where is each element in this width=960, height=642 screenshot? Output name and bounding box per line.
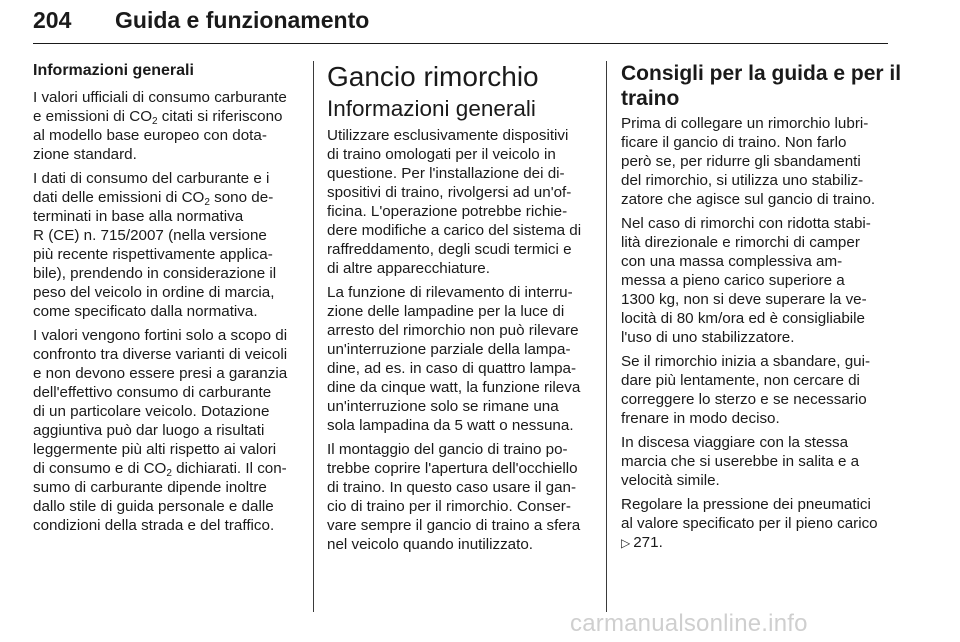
column-3 xyxy=(621,61,902,558)
text-line: ficina. L'operazione potrebbe richie- xyxy=(327,203,568,220)
text-line: Nel caso di rimorchi con ridotta stabi- xyxy=(621,215,871,232)
text-line: zione delle lampadine per la luce di xyxy=(327,303,565,320)
text-line: questione. Per l'installazione dei di- xyxy=(327,165,565,182)
text-line: lità direzionale e rimorchi di camper xyxy=(621,234,860,251)
page-number: 204 xyxy=(33,7,72,33)
column-2 xyxy=(327,61,595,559)
subtitle-general-info: Informazioni generali xyxy=(327,96,536,121)
paragraph xyxy=(327,283,595,435)
text-line: l'uso di uno stabilizzatore. xyxy=(621,329,795,346)
text-line: raffreddamento, degli scudi termici e xyxy=(327,241,572,258)
text-line: frenare in modo deciso. xyxy=(621,410,780,427)
text-line: terminati in base alla normativa xyxy=(33,208,244,225)
text-line: traino xyxy=(621,87,680,110)
text-line: come specificato dalla normativa. xyxy=(33,303,258,320)
text-line: 1300 kg, non si deve superare la ve- xyxy=(621,291,867,308)
title-driving-tips xyxy=(621,61,902,111)
paragraph xyxy=(621,352,889,428)
text-line: di un particolare veicolo. Dotazione xyxy=(33,403,270,420)
text-line: dere modifiche a carico del sistema di xyxy=(327,222,582,239)
text-line: con una massa complessiva am- xyxy=(621,253,843,270)
paragraph-lines xyxy=(621,495,889,533)
text-line: nel veicolo quando inutilizzato. xyxy=(327,536,534,553)
text-line: Il montaggio del gancio di traino po- xyxy=(327,441,568,458)
text-line: dine da cinque watt, la funzione rileva xyxy=(327,379,581,396)
text-line: vare sempre il gancio di traino a sfera xyxy=(327,517,581,534)
text-line: I dati di consumo del carburante e i xyxy=(33,170,270,187)
text-line: di altre apparecchiature. xyxy=(327,260,490,277)
text-line: dati delle emissioni di $CO_2$ sono de- xyxy=(33,189,274,208)
paragraph xyxy=(33,169,301,321)
text-line: aggiuntiva può dar luogo a risultati xyxy=(33,422,265,439)
column-1 xyxy=(33,61,301,540)
heading-general-info: Informazioni generali xyxy=(33,62,194,79)
text-line: La funzione di rilevamento di interru- xyxy=(327,284,573,301)
text-line: e non devono essere presi a garanzia xyxy=(33,365,288,382)
paragraph xyxy=(33,88,301,164)
text-line: trebbe coprire l'apertura dell'occhiello xyxy=(327,460,578,477)
text-line: cio di traino per il rimorchio. Conser- xyxy=(327,498,571,515)
text-line: marcia che si userebbe in salita e a xyxy=(621,453,860,470)
text-line: un'interruzione solo se rimane una xyxy=(327,398,559,415)
text-line: correggere lo sterzo e se necessario xyxy=(621,391,867,408)
text-line: locità di 80 km/ora ed è consigliabile xyxy=(621,310,865,327)
text-line: sumo di carburante dipende inoltre xyxy=(33,479,267,496)
text-line: sola lampadina da 5 watt o nessuna. xyxy=(327,417,574,434)
text-line: I valori vengono fortini solo a scopo di xyxy=(33,327,288,344)
paragraph xyxy=(621,114,889,209)
text-line: dine, ad es. in caso di quattro lampa- xyxy=(327,360,577,377)
watermark: carmanualsonline.info xyxy=(570,610,808,637)
text-line: di traino omologati per il veicolo in xyxy=(327,146,556,163)
text-line: Utilizzare esclusivamente dispositivi xyxy=(327,127,569,144)
title-tow-hitch: Gancio rimorchio xyxy=(327,61,539,92)
column-divider xyxy=(313,61,314,612)
text-line: un'interruzione parziale della lampa- xyxy=(327,341,571,358)
text-line: leggermente più alti rispetto ai valori xyxy=(33,441,277,458)
text-line: confronto tra diverse varianti di veicoli xyxy=(33,346,288,363)
text-line: dare più lentamente, non cercare di xyxy=(621,372,860,389)
text-line: di traino. In questo caso usare il gan- xyxy=(327,479,577,496)
text-line: messa a pieno carico superiore a xyxy=(621,272,845,289)
text-line: Prima di collegare un rimorchio lubri- xyxy=(621,115,869,132)
text-line: condizioni della strada e del traffico. xyxy=(33,517,275,534)
text-line: però se, per ridurre gli sbandamenti xyxy=(621,153,861,170)
page-reference[interactable] xyxy=(621,533,889,553)
page-reference-icon: ▷ xyxy=(621,536,631,550)
paragraph xyxy=(621,214,889,347)
text-line: R (CE) n. 715/2007 (nella versione xyxy=(33,227,267,244)
text-line: In discesa viaggiare con la stessa xyxy=(621,434,849,451)
text-line: I valori ufficiali di consumo carburante xyxy=(33,89,287,106)
text-line: Consigli per la guida e per il xyxy=(621,62,902,85)
text-line: del rimorchio, si utilizza uno stabiliz- xyxy=(621,172,864,189)
page-reference-number: 271. xyxy=(633,534,663,551)
text-line: dell'effettivo consumo di carburante xyxy=(33,384,272,401)
text-line: di consumo e di $CO_2$ dichiarati. Il con- xyxy=(33,460,287,479)
text-line: dallo stile di guida personale e dalle xyxy=(33,498,274,515)
text-line: più recente rispettivamente applica- xyxy=(33,246,273,263)
text-line: velocità simile. xyxy=(621,472,720,489)
text-line: al valore specificato per il pieno carico xyxy=(621,515,878,532)
text-line: arresto del rimorchio non può rilevare xyxy=(327,322,579,339)
text-line: e emissioni di $CO_2$ citati si riferiscono xyxy=(33,108,283,127)
text-line: bile), prendendo in considerazione il xyxy=(33,265,277,282)
paragraph xyxy=(327,440,595,554)
text-line: Regolare la pressione dei pneumatici xyxy=(621,496,871,513)
text-line: zatore che agisce sul gancio di traino. xyxy=(621,191,876,208)
paragraph xyxy=(621,433,889,490)
paragraph xyxy=(621,495,889,553)
text-line: zione standard. xyxy=(33,146,137,163)
text-line: spositivi di traino, rivolgersi ad un'of- xyxy=(327,184,572,201)
text-line: ficare il gancio di traino. Non farlo xyxy=(621,134,847,151)
paragraph xyxy=(327,126,595,278)
text-line: al modello base europeo con dota- xyxy=(33,127,267,144)
section-title: Guida e funzionamento xyxy=(115,7,370,33)
page-header xyxy=(33,3,888,44)
column-divider xyxy=(606,61,607,612)
paragraph xyxy=(33,326,301,535)
text-line: Se il rimorchio inizia a sbandare, gui- xyxy=(621,353,871,370)
text-line: peso del veicolo in ordine di marcia, xyxy=(33,284,275,301)
